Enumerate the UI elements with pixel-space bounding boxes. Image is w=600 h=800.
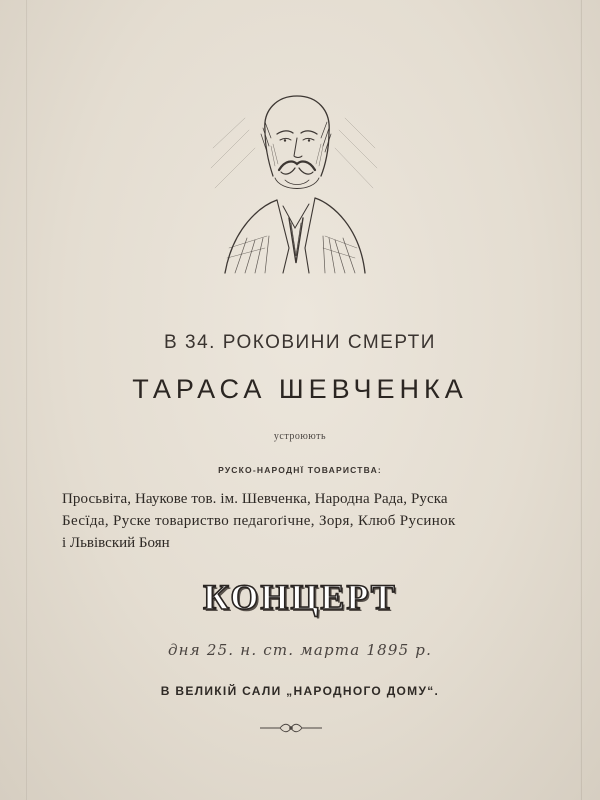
- date-line: дня 25. н. ст. марта 1895 р.: [167, 641, 433, 659]
- event-title: КОНЦЕРТ: [203, 577, 397, 617]
- societies-heading: РУСКО-НАРОДНЇ ТОВАРИСТВА:: [218, 465, 382, 475]
- venue-line: В ВЕЛИКІЙ САЛИ „НАРОДНОГО ДОМУ“.: [160, 684, 440, 698]
- organizers-label: устроюють: [273, 431, 327, 442]
- member-line-1: Просьвіта, Наукове тов. ім. Шевченка, Народна Рада, Руска: [62, 491, 448, 507]
- decorative-divider-icon: [258, 722, 324, 734]
- anniversary-line: В 34. РОКОВИНИ СМЕРТИ: [164, 332, 436, 353]
- member-line-2: Бесїда, Руске товариство педагоґічне, Зоря, Клюб Русинок: [62, 513, 456, 529]
- honoree-name: ТАРАСА ШЕВЧЕНКА: [132, 374, 468, 404]
- member-societies: [62, 488, 542, 554]
- member-line-3: і Львівский Боян: [62, 535, 170, 551]
- portrait-engraving: [205, 88, 385, 278]
